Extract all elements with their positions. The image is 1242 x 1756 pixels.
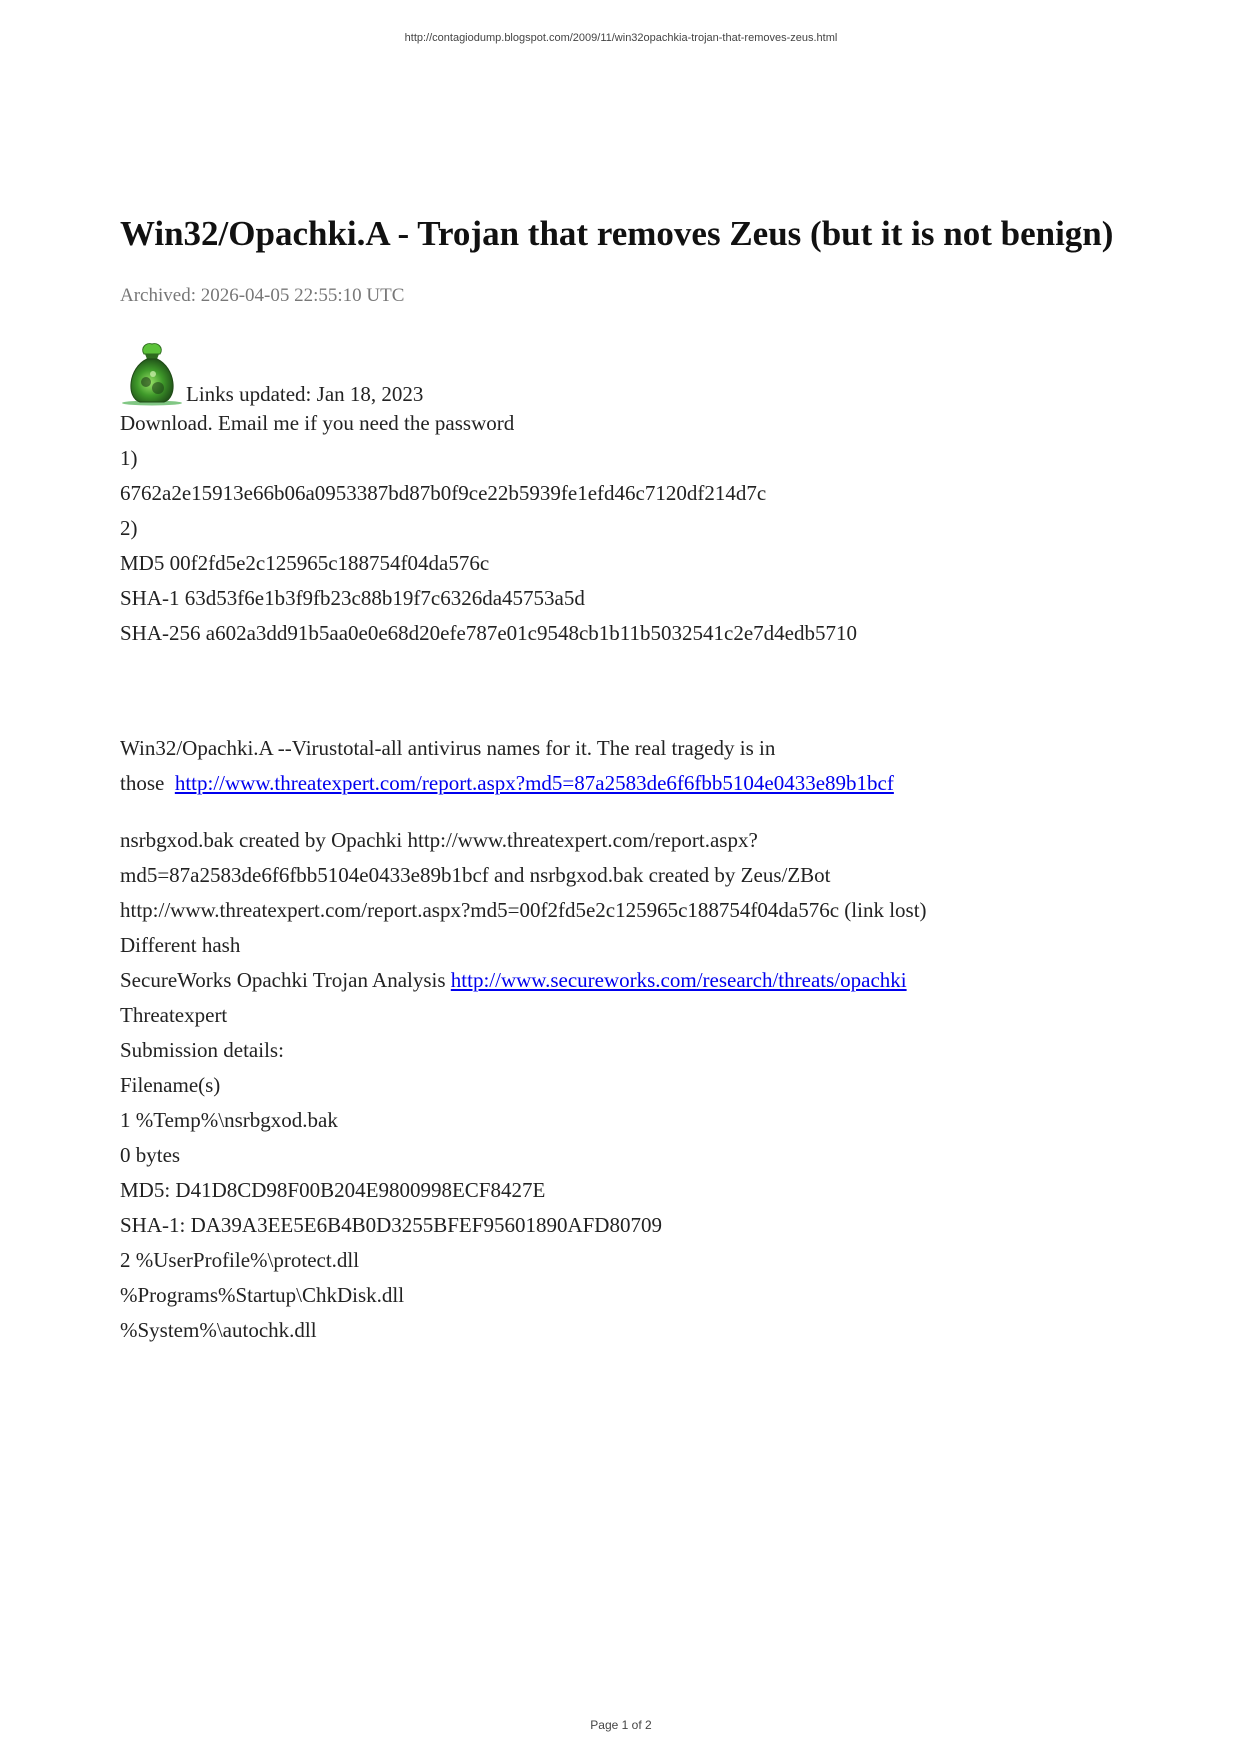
nsrbgxod-line-1: nsrbgxod.bak created by Opachki http://www.threatexpert.com/report.aspx? [120, 828, 758, 852]
nsrbgxod-line-3: http://www.threatexpert.com/report.aspx?md5=00f2fd5e2c125965c188754f04da576c (link lost) [120, 898, 927, 922]
md5-line: MD5 00f2fd5e2c125965c188754f04da576c [120, 551, 490, 575]
different-hash: Different hash [120, 933, 241, 957]
threatexpert-link[interactable]: http://www.threatexpert.com/report.aspx?md5=87a2583de6f6fbb5104e0433e89b1bcf [174, 771, 894, 795]
article-body [120, 406, 1130, 1348]
download-line: Download. Email me if you need the password [120, 411, 515, 435]
file-3: %Programs%Startup\ChkDisk.dll [120, 1283, 405, 1307]
source-url: http://contagiodump.blogspot.com/2009/11/win32opachkia-trojan-that-removes-zeus.html [404, 32, 838, 44]
file-1: 1 %Temp%\nsrbgxod.bak [120, 1108, 338, 1132]
secureworks-link[interactable]: http://www.secureworks.com/research/threats/opachki [450, 968, 907, 992]
money-bag-icon [120, 340, 184, 406]
archived-timestamp: Archived: 2026-04-05 22:55:10 UTC [120, 285, 405, 306]
sha1-line: SHA-1 63d53f6e1b3f9fb23c88b19f7c6326da45753a5d [120, 586, 585, 610]
nsrbgxod-paragraph [120, 823, 1130, 928]
virustotal-line-2 [120, 766, 1130, 801]
filenames-heading: Filename(s) [120, 1073, 221, 1097]
file-2: 2 %UserProfile%\protect.dll [120, 1248, 360, 1272]
item-1-label: 1) [120, 446, 138, 470]
virustotal-line: Win32/Opachki.A --Virustotal-all antivirus names for it. The real tragedy is in [120, 736, 776, 760]
sha1-upper: SHA-1: DA39A3EE5E6B4B0D3255BFEF95601890AFD80709 [120, 1213, 662, 1237]
article [120, 212, 1130, 1348]
page-title: Win32/Opachki.A - Trojan that removes Zeus (but it is not benign) [120, 214, 1114, 253]
threatexpert-heading: Threatexpert [120, 1003, 228, 1027]
secureworks-prefix: SecureWorks Opachki Trojan Analysis [120, 968, 451, 992]
virustotal-prefix: those [120, 771, 175, 795]
submission-details: Submission details: [120, 1038, 284, 1062]
virustotal-paragraph [120, 731, 1130, 801]
md5-upper: MD5: D41D8CD98F00B204E9800998ECF8427E [120, 1178, 546, 1202]
secureworks-line [120, 963, 1130, 998]
links-updated-text: Links updated: Jan 18, 2023 [186, 382, 424, 406]
nsrbgxod-line-2: md5=87a2583de6f6fbb5104e0433e89b1bcf and nsrbgxod.bak created by Zeus/ZBot [120, 863, 831, 887]
item-2-label: 2) [120, 516, 138, 540]
file-size: 0 bytes [120, 1143, 181, 1167]
page-number: Page 1 of 2 [590, 1718, 652, 1732]
sha256-line: SHA-256 a602a3dd91b5aa0e0e68d20efe787e01c9548cb1b11b5032541c2e7d4edb5710 [120, 621, 857, 645]
item-1-hash: 6762a2e15913e66b06a0953387bd87b0f9ce22b5939fe1efd46c7120df214d7c [120, 481, 767, 505]
links-updated-row [120, 334, 1130, 406]
file-4: %System%\autochk.dll [120, 1318, 317, 1342]
